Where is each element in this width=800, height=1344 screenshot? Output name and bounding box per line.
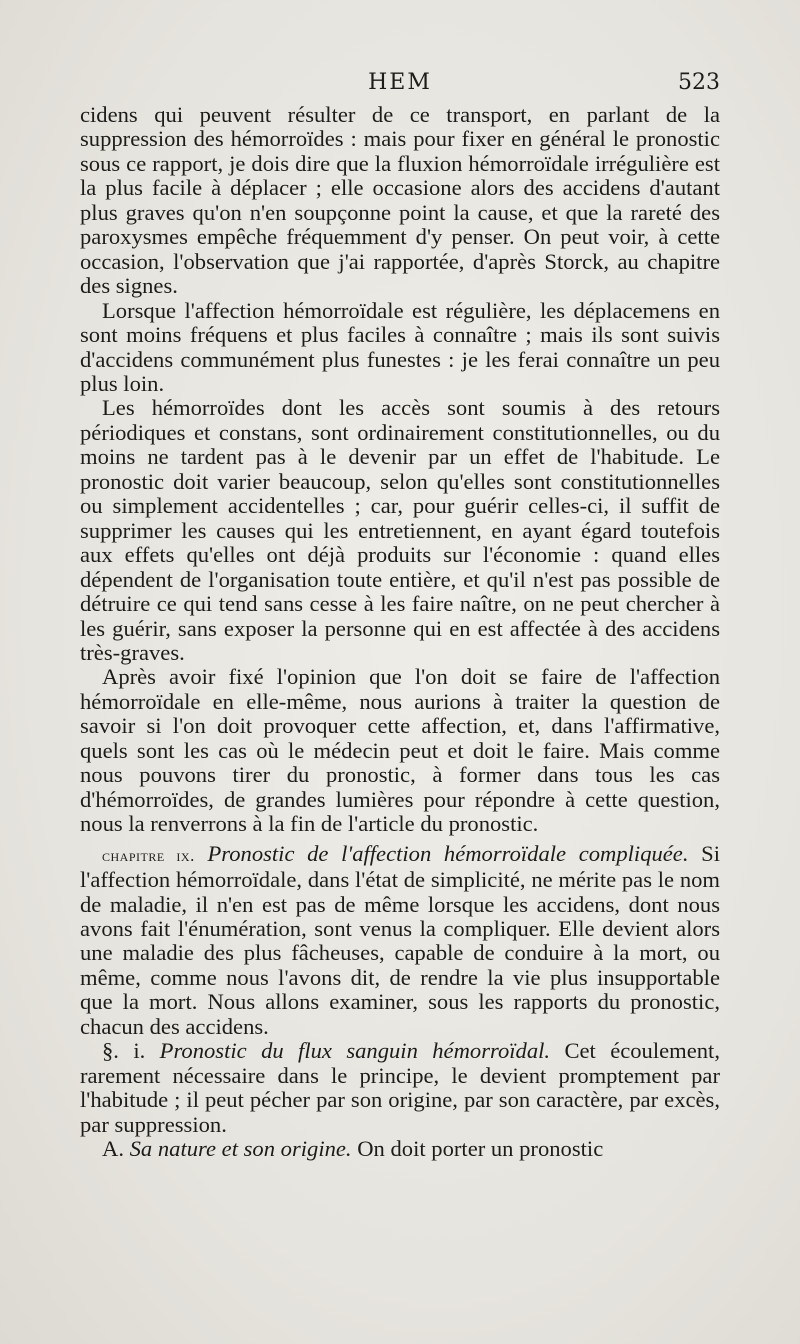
- paragraph: [80, 299, 720, 397]
- body-text: [80, 103, 720, 1161]
- paragraph-text: Après avoir fixé l'opinion que l'on doit se faire de l'affection hémorroïdale en elle-même, nous aurions à traiter la question de savoir si l'on doit provoquer cette affection, et, dans l'affirmative, quels sont les cas où le médecin peut et doit le faire. Mais comme nous pouvons tirer du pronostic, à former dans tous les cas d'hémorroïdes, de grandes lumières pour répondre à cette question, nous la renverrons à la fin de l'article du pronostic.: [80, 664, 720, 837]
- section-label: §. i.: [102, 1038, 146, 1064]
- paragraph-continuation: [80, 103, 720, 299]
- running-head: HEM: [368, 70, 432, 95]
- chapter-paragraph: [80, 842, 720, 1040]
- section-paragraph: [80, 1039, 720, 1137]
- paragraph-text: cidens qui peuvent résulter de ce transport, en parlant de la suppression des hémorroïdes : mais pour fixer en général le pronostic sous ce rapport, je dois dire que la fluxion hémorroïdale irrégulière est la plus facile à déplacer ; elle occasione alors des accidens d'autant plus graves qu'on n'en soupçonne point la cause, et que la rareté des paroxysmes empêche fréquemment d'y penser. On peut voir, à cette occasion, l'observation que j'ai rapportée, d'après Storck, au chapitre des signes.: [80, 102, 720, 299]
- paragraph-text: Si l'affection hémorroïdale, dans l'état de simplicité, ne mérite pas le nom de maladie, il n'en est pas de même lorsque les accidens, dont nous avons fait l'énumération, sont venus la compliquer. Elle devient alors une maladie des plus fâcheuses, capable de conduire à la mort, ou même, comme nous l'avons dit, de rendre la vie plus insupportable que la mort. Nous allons examiner, sous les rapports du pronostic, chacun des accidens.: [80, 840, 720, 1039]
- paragraph-text: Les hémorroïdes dont les accès sont soumis à des retours périodiques et constans, sont ordinairement constitutionnelles, ou du moins ne tardent pas à le devenir par un effet de l'habitude. Le pronostic doit varier beaucoup, selon qu'elles sont constitutionnelles ou simplement accidentelles ; car, pour guérir celles-ci, il suffit de supprimer les causes qui les entretiennent, en ayant égard toutefois aux effets qu'elles ont déjà produits sur l'économie : quand elles dépendent de l'organisation toute entière, et qu'il n'est pas possible de détruire ce qui tend sans cesse à les faire naître, on ne peut chercher à les guérir, sans exposer la personne qui en est affectée à des accidens très-graves.: [80, 395, 720, 665]
- section-heading: Pronostic du flux sanguin hémorroïdal.: [159, 1038, 551, 1064]
- subsection-heading: Sa nature et son origine.: [129, 1136, 352, 1162]
- subsection-label: A.: [102, 1136, 124, 1162]
- page-number: 523: [678, 70, 720, 95]
- chapter-label: chapitre ix.: [102, 845, 195, 865]
- chapter-heading: Pronostic de l'affection hémorroïdale compliquée.: [207, 840, 689, 866]
- paragraph-text: Cet écoulement, rarement nécessaire dans le principe, le devient promptement par l'habitude ; il peut pécher par son origine, par son caractère, par excès, par suppression.: [80, 1038, 720, 1137]
- page-header: [80, 68, 720, 100]
- subsection-paragraph: [80, 1137, 720, 1161]
- paragraph: [80, 396, 720, 665]
- paragraph-text: Lorsque l'affection hémorroïdale est régulière, les déplacemens en sont moins fréquens et plus faciles à connaître ; mais ils sont suivis d'accidens communément plus funestes : je les ferai connaître un peu plus loin.: [80, 297, 720, 396]
- paragraph: [80, 665, 720, 836]
- paragraph-text: On doit porter un pronostic: [357, 1136, 604, 1162]
